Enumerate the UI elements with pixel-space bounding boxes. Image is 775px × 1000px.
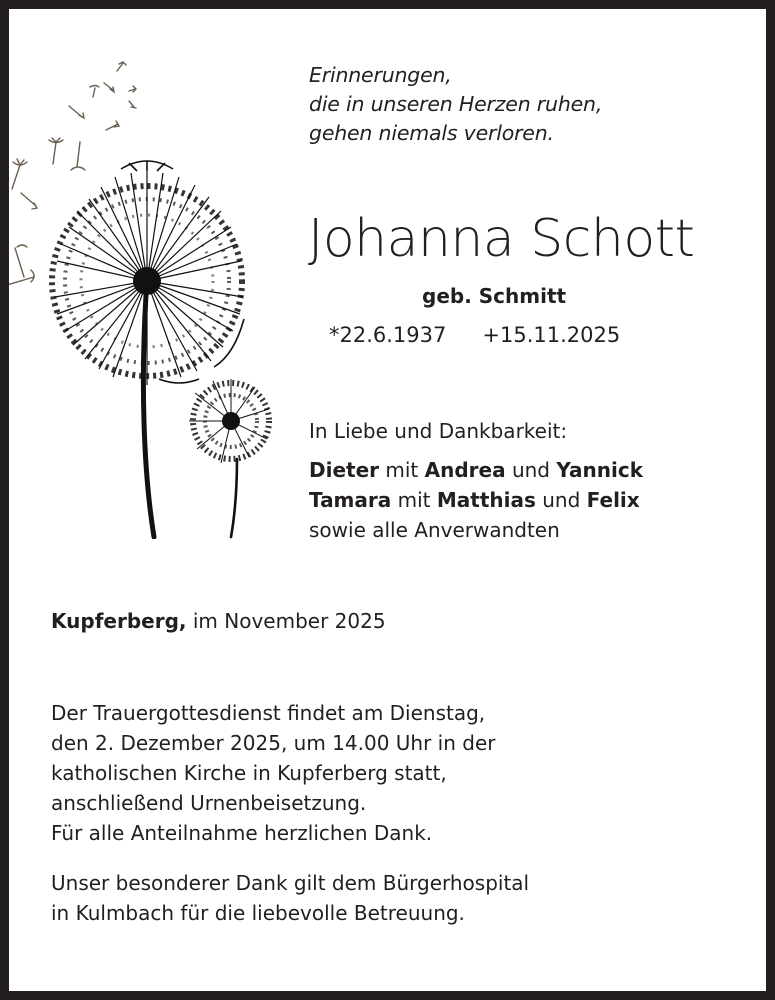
dandelion-illustration [9, 49, 279, 539]
small-dandelion-icon [189, 379, 269, 537]
place-name: Kupferberg, [51, 609, 187, 633]
birth-date: *22.6.1937 [329, 323, 447, 347]
mourner-name: Andrea [424, 458, 506, 482]
special-thanks-line: Unser besonderer Dank gilt dem Bürgerhospital [51, 871, 530, 895]
mourner-name: Felix [586, 488, 640, 512]
mourners-line: sowie alle Anverwandten [309, 518, 560, 542]
mourner-name: Matthias [436, 488, 536, 512]
service-line: Für alle Anteilnahme herzlichen Dank. [51, 821, 433, 845]
service-line: anschließend Urnenbeisetzung. [51, 791, 367, 815]
special-thanks-line: in Kulmbach für die liebevolle Betreuung. [51, 901, 465, 925]
place-and-date [51, 606, 386, 636]
mourners-line [309, 455, 643, 485]
motto-line: Erinnerungen, [309, 63, 452, 87]
mourner-name: Tamara [309, 488, 392, 512]
death-date: +15.11.2025 [482, 323, 621, 347]
service-line: Der Trauergottesdienst findet am Dienstag, [51, 701, 486, 725]
motto-line: gehen niemals verloren. [309, 121, 554, 145]
large-dandelion-icon [52, 161, 244, 537]
life-dates [329, 320, 620, 350]
motto-line: die in unseren Herzen ruhen, [309, 92, 603, 116]
connector-text: mit [379, 458, 425, 482]
connector-text: und [535, 488, 587, 512]
obituary-card [9, 9, 766, 991]
mourners-intro: In Liebe und Dankbarkeit: [309, 419, 568, 443]
deceased-name: Johanna Schott [308, 209, 695, 269]
mourners-list [309, 455, 643, 545]
mourner-name: Dieter [309, 458, 380, 482]
maiden-name: geb. Schmitt [422, 284, 567, 308]
service-line: den 2. Dezember 2025, um 14.00 Uhr in der [51, 731, 496, 755]
special-thanks [51, 868, 529, 928]
funeral-service-info [51, 698, 496, 848]
motto-quote [309, 61, 602, 148]
mourners-line [309, 485, 643, 515]
service-line: katholischen Kirche in Kupferberg statt, [51, 761, 447, 785]
notice-date: im November 2025 [186, 609, 386, 633]
connector-text: mit [391, 488, 437, 512]
connector-text: und [505, 458, 557, 482]
mourner-name: Yannick [556, 458, 643, 482]
